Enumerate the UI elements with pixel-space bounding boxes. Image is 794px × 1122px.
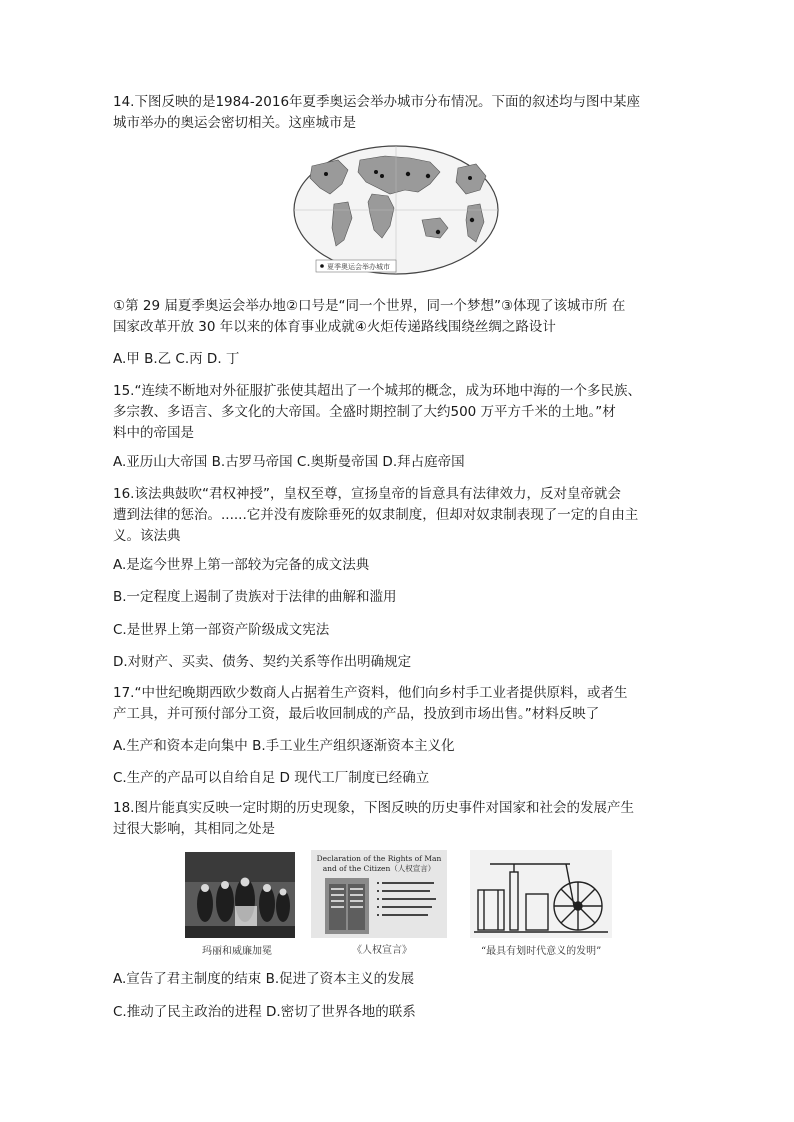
q16-stem-line3: 义。该法典	[113, 528, 181, 544]
q16-option-b: B.一定程度上遏制了贵族对于法律的曲解和滥用	[113, 589, 397, 605]
image3-caption: “最具有划时代意义的发明”	[481, 946, 602, 957]
host-city-marker	[406, 172, 410, 176]
host-city-marker	[468, 176, 472, 180]
q14-statements-line2: 国家改革开放 30 年以来的体育事业成就④火炬传递路线围绕丝绸之路设计	[113, 319, 556, 335]
q15-stem-line1: 15.“连续不断地对外征服扩张使其超出了一个城邦的概念，成为环地中海的一个多民族、	[113, 383, 641, 399]
declaration-of-rights-image	[311, 850, 447, 938]
steam-engine-image	[470, 850, 612, 938]
q16-option-d: D.对财产、买卖、债务、契约关系等作出明确规定	[113, 654, 412, 670]
q14-statements-line1: ①第 29 届夏季奥运会举办地②口号是“同一个世界，同一个梦想”③体现了该城市所 在	[113, 298, 626, 314]
q18-stem-line2: 过很大影响，其相同之处是	[113, 821, 275, 837]
declaration-title-line1: Declaration of the Rights of Man	[316, 854, 442, 863]
q14-stem-line1: 14.下图反映的是1984-2016年夏季奥运会举办城市分布情况。下面的叙述均与图中某座	[113, 94, 641, 110]
q17-stem-line2: 产工具，并可预付部分工资，最后收回制成的产品，投放到市场出售。”材料反映了	[113, 706, 600, 722]
q14-options: A.甲 B.乙 C.丙 D. 丁	[113, 351, 240, 367]
q15-stem-line3: 料中的帝国是	[113, 425, 194, 441]
q16-stem-line1: 16.该法典鼓吹“君权神授”，皇权至尊，宣扬皇帝的旨意具有法律效力，反对皇帝就会	[113, 486, 621, 502]
q18-options-line2: C.推动了民主政治的进程 D.密切了世界各地的联系	[113, 1004, 416, 1020]
coronation-painting-image	[185, 852, 295, 938]
host-city-marker	[374, 170, 378, 174]
q17-options-line2: C.生产的产品可以自给自足 D 现代工厂制度已经确立	[113, 770, 430, 786]
host-city-marker	[470, 218, 474, 222]
declaration-title-line2: and of the Citizen（人权宣言）	[322, 864, 436, 873]
olympic-host-cities-world-map	[290, 142, 502, 282]
q18-stem-line1: 18.图片能真实反映一定时期的历史现象，下图反映的历史事件对国家和社会的发展产生	[113, 800, 634, 816]
host-city-marker	[426, 174, 430, 178]
q14-stem-line2: 城市举办的奥运会密切相关。这座城市是	[113, 115, 356, 131]
image2-caption: 《人权宣言》	[352, 945, 412, 956]
image1-caption: 玛丽和威廉加冕	[202, 946, 272, 957]
q16-stem-line2: 遭到法律的惩治。......它并没有废除垂死的奴隶制度，但却对奴隶制表现了一定的自由主	[113, 507, 639, 523]
host-city-marker	[436, 230, 440, 234]
host-city-marker	[380, 174, 384, 178]
q18-options-line1: A.宣告了君主制度的结束 B.促进了资本主义的发展	[113, 971, 415, 987]
q17-options-line1: A.生产和资本走向集中 B.手工业生产组织逐渐资本主义化	[113, 738, 455, 754]
q15-stem-line2: 多宗教、多语言、多文化的大帝国。全盛时期控制了大约500 万平方千米的土地。”材	[113, 404, 616, 420]
host-city-marker	[324, 172, 328, 176]
q17-stem-line1: 17.“中世纪晚期西欧少数商人占据着生产资料，他们向乡村手工业者提供原料，或者生	[113, 685, 628, 701]
q16-option-a: A.是迄今世界上第一部较为完备的成文法典	[113, 557, 370, 573]
q15-options: A.亚历山大帝国 B.古罗马帝国 C.奥斯曼帝国 D.拜占庭帝国	[113, 454, 465, 470]
q16-option-c: C.是世界上第一部资产阶级成文宪法	[113, 622, 330, 638]
map-legend-label: 夏季奥运会举办城市	[327, 263, 390, 271]
